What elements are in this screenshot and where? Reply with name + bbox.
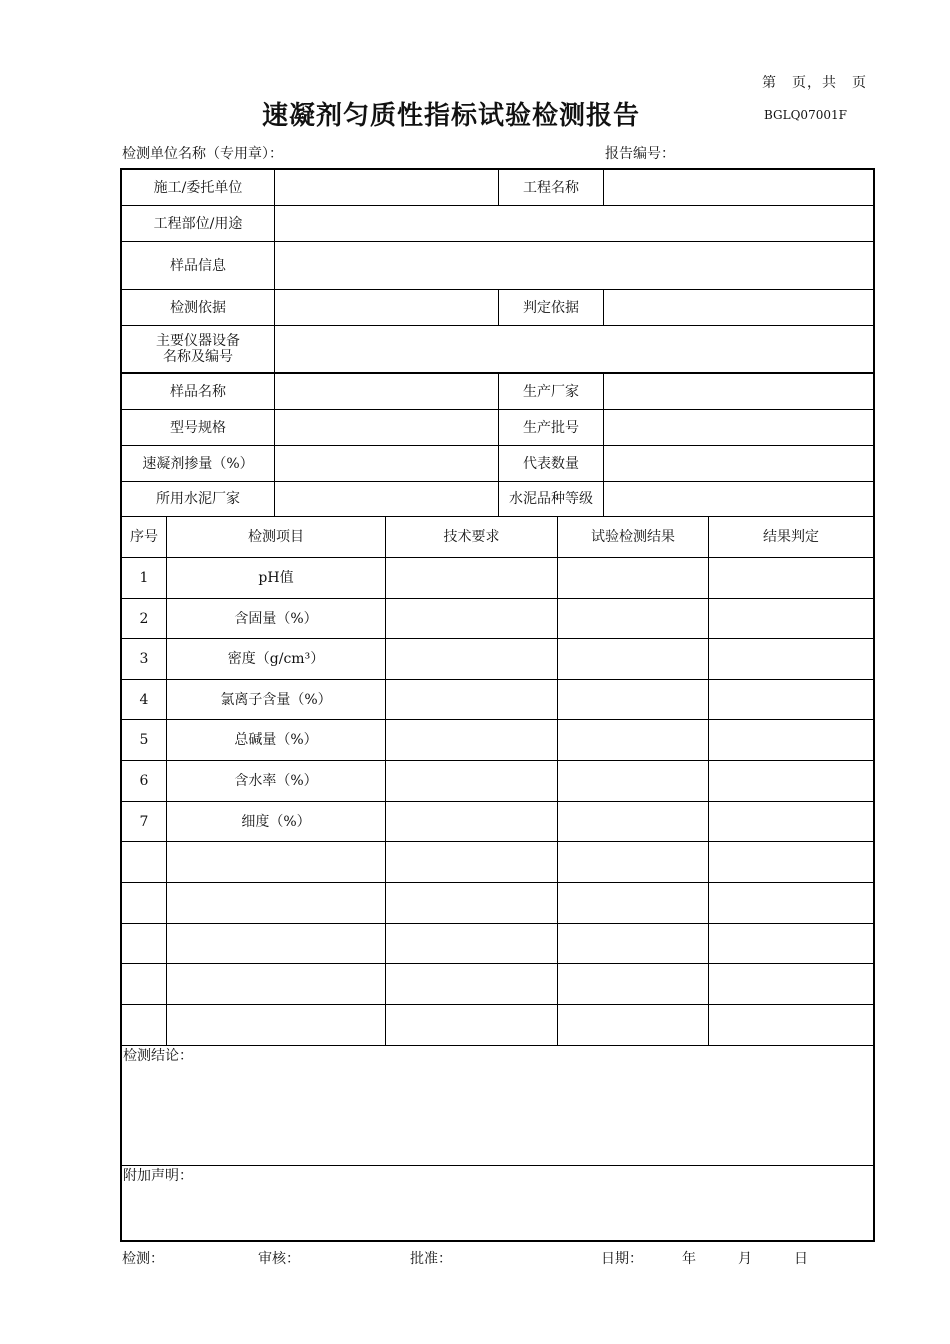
row-item: 细度（%） bbox=[241, 813, 311, 830]
dosage-label: 速凝剂掺量（%） bbox=[142, 455, 254, 472]
quantity-label: 代表数量 bbox=[523, 455, 579, 472]
test-basis-label: 检测依据 bbox=[170, 299, 226, 316]
judge-basis-label: 判定依据 bbox=[523, 299, 579, 316]
cement-grade-label: 水泥品种等级 bbox=[509, 491, 593, 507]
manufacturer-label: 生产厂家 bbox=[523, 383, 579, 400]
row-no: 3 bbox=[139, 651, 149, 667]
date-label: 日期： bbox=[601, 1251, 643, 1267]
row-no: 6 bbox=[139, 773, 149, 789]
project-name-label: 工程名称 bbox=[523, 179, 579, 196]
sample-name-label: 样品名称 bbox=[170, 383, 226, 400]
report-number-label: 报告编号： bbox=[605, 146, 675, 162]
row-item: 密度（g/cm³） bbox=[227, 651, 325, 667]
row-item: 氯离子含量（%） bbox=[220, 691, 332, 708]
page-number: 第 页，共 页 bbox=[762, 75, 867, 91]
row-item: 含固量（%） bbox=[234, 610, 318, 627]
model-label: 型号规格 bbox=[170, 419, 226, 436]
equipment-label-line2: 名称及编号 bbox=[163, 349, 233, 365]
row-no: 5 bbox=[139, 732, 149, 748]
row-no: 1 bbox=[139, 570, 149, 586]
row-no: 7 bbox=[139, 813, 149, 830]
sample-info-label: 样品信息 bbox=[170, 257, 226, 274]
testing-unit-label: 检测单位名称（专用章）： bbox=[122, 146, 283, 162]
header-item: 检测项目 bbox=[248, 529, 304, 545]
row-item: pH值 bbox=[258, 570, 294, 586]
header-no: 序号 bbox=[130, 529, 158, 545]
batch-label: 生产批号 bbox=[523, 419, 579, 436]
approver-label: 批准： bbox=[410, 1251, 452, 1267]
row-item: 含水率（%） bbox=[234, 773, 318, 789]
statement-label: 附加声明： bbox=[123, 1168, 193, 1184]
page-title: 速凝剂匀质性指标试验检测报告 bbox=[262, 101, 641, 131]
cement-factory-label: 所用水泥厂家 bbox=[156, 491, 240, 507]
header-requirement: 技术要求 bbox=[443, 529, 500, 545]
tester-label: 检测： bbox=[122, 1251, 164, 1267]
year-label: 年 bbox=[682, 1251, 696, 1267]
header-judgement: 结果判定 bbox=[763, 529, 819, 545]
row-no: 2 bbox=[139, 610, 149, 627]
client-label: 施工/委托单位 bbox=[153, 179, 243, 196]
day-label: 日 bbox=[794, 1251, 808, 1267]
equipment-label bbox=[122, 326, 274, 372]
report-form bbox=[120, 168, 875, 1242]
header-result: 试验检测结果 bbox=[591, 529, 675, 545]
month-label: 月 bbox=[738, 1251, 752, 1267]
row-item: 总碱量（%） bbox=[234, 732, 318, 748]
project-part-label: 工程部位/用途 bbox=[153, 215, 243, 232]
row-no: 4 bbox=[139, 691, 149, 708]
equipment-label-line1: 主要仪器设备 bbox=[156, 333, 240, 349]
conclusion-label: 检测结论： bbox=[123, 1048, 193, 1064]
form-code: BGLQ07001F bbox=[764, 108, 847, 122]
reviewer-label: 审核： bbox=[258, 1251, 300, 1267]
